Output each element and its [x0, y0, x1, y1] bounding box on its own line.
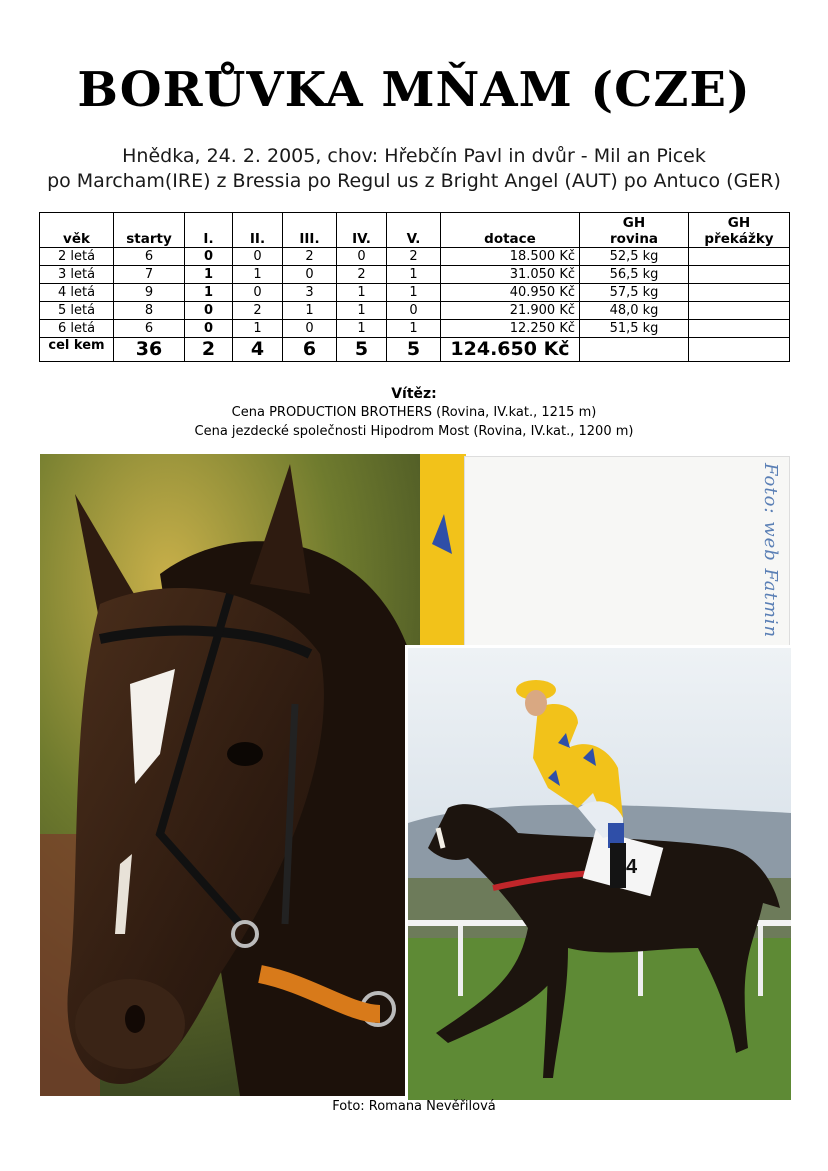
- horse-head-illustration: [40, 454, 466, 1096]
- first-places-cell: 0: [185, 302, 233, 320]
- age-cell: 2 letá: [40, 248, 114, 266]
- first-places-cell: 1: [185, 284, 233, 302]
- gh-hurdle-cell: [689, 248, 790, 266]
- fifth-places-cell: 0: [387, 302, 441, 320]
- total-second: 4: [233, 338, 283, 362]
- second-places-cell: 0: [233, 284, 283, 302]
- prize-cell: 31.050 Kč: [441, 266, 580, 284]
- starts-cell: 6: [114, 248, 185, 266]
- total-fifth: 5: [387, 338, 441, 362]
- fourth-places-cell: 1: [337, 284, 387, 302]
- third-places-cell: 0: [283, 266, 337, 284]
- gh-hurdle-cell: [689, 284, 790, 302]
- third-places-cell: 3: [283, 284, 337, 302]
- total-prize: 124.650 Kč: [441, 338, 580, 362]
- starts-cell: 6: [114, 320, 185, 338]
- column-header: IV.: [337, 213, 387, 248]
- total-gh-flat: [580, 338, 689, 362]
- second-places-cell: 1: [233, 266, 283, 284]
- race-win-1: Cena PRODUCTION BROTHERS (Rovina, IV.kat., 1215 m): [231, 405, 597, 420]
- fifth-places-cell: 1: [387, 320, 441, 338]
- table-row: [40, 302, 790, 320]
- race-win-2: Cena jezdecké společnosti Hipodrom Most (Rovina, IV.kat., 1200 m): [194, 424, 634, 439]
- first-places-cell: 0: [185, 320, 233, 338]
- gh-hurdle-cell: [689, 320, 790, 338]
- fourth-places-cell: 1: [337, 320, 387, 338]
- prize-cell: 21.900 Kč: [441, 302, 580, 320]
- photo-caption: Foto: Romana Nevěřilová: [332, 1099, 496, 1114]
- starts-cell: 9: [114, 284, 185, 302]
- total-third: 6: [283, 338, 337, 362]
- second-places-cell: 2: [233, 302, 283, 320]
- total-starts: 36: [114, 338, 185, 362]
- column-header: dotace: [441, 213, 580, 248]
- first-places-cell: 0: [185, 248, 233, 266]
- photo-note-paper: [464, 456, 790, 654]
- gh-flat-cell: 52,5 kg: [580, 248, 689, 266]
- age-cell: 6 letá: [40, 320, 114, 338]
- total-fourth: 5: [337, 338, 387, 362]
- gh-hurdle-cell: [689, 302, 790, 320]
- fourth-places-cell: 0: [337, 248, 387, 266]
- column-header: II.: [233, 213, 283, 248]
- table-row: [40, 284, 790, 302]
- fifth-places-cell: 1: [387, 266, 441, 284]
- total-label: cel kem: [40, 338, 114, 362]
- horse-and-jockey-illustration: [408, 648, 791, 1100]
- race-record-table: [39, 212, 790, 362]
- gh-hurdle-cell: [689, 266, 790, 284]
- table-row: [40, 266, 790, 284]
- second-places-cell: 1: [233, 320, 283, 338]
- fifth-places-cell: 1: [387, 284, 441, 302]
- fifth-places-cell: 2: [387, 248, 441, 266]
- fourth-places-cell: 2: [337, 266, 387, 284]
- prize-cell: 40.950 Kč: [441, 284, 580, 302]
- third-places-cell: 2: [283, 248, 337, 266]
- prize-cell: 12.250 Kč: [441, 320, 580, 338]
- gh-flat-cell: 51,5 kg: [580, 320, 689, 338]
- starts-cell: 7: [114, 266, 185, 284]
- column-header: starty: [114, 213, 185, 248]
- total-gh-hurdle: [689, 338, 790, 362]
- prize-cell: 18.500 Kč: [441, 248, 580, 266]
- column-header: III.: [283, 213, 337, 248]
- total-first: 2: [185, 338, 233, 362]
- age-cell: 5 letá: [40, 302, 114, 320]
- second-places-cell: 0: [233, 248, 283, 266]
- table-header-row: [40, 213, 790, 248]
- table-row: [40, 320, 790, 338]
- column-header: GH rovina: [580, 213, 689, 248]
- winner-heading: Vítěz:: [391, 386, 437, 402]
- gh-flat-cell: 48,0 kg: [580, 302, 689, 320]
- total-row: [40, 338, 790, 362]
- svg-text:4: 4: [626, 856, 638, 878]
- column-header: věk: [40, 213, 114, 248]
- page-title: BORŮVKA MŇAM (CZE): [77, 62, 751, 118]
- fourth-places-cell: 1: [337, 302, 387, 320]
- table-row: [40, 248, 790, 266]
- horse-head-photo: [40, 454, 466, 1096]
- breeding-line: Hnědka, 24. 2. 2005, chov: Hřebčín Pavl in dvůr - Mil an Picek: [122, 145, 706, 167]
- column-header: I.: [185, 213, 233, 248]
- third-places-cell: 0: [283, 320, 337, 338]
- column-header: V.: [387, 213, 441, 248]
- age-cell: 4 letá: [40, 284, 114, 302]
- column-header: GH překážky: [689, 213, 790, 248]
- race-photo: [405, 645, 791, 1100]
- gh-flat-cell: 56,5 kg: [580, 266, 689, 284]
- first-places-cell: 1: [185, 266, 233, 284]
- handwritten-credit: Foto: web Fatmin: [760, 463, 781, 639]
- gh-flat-cell: 57,5 kg: [580, 284, 689, 302]
- age-cell: 3 letá: [40, 266, 114, 284]
- starts-cell: 8: [114, 302, 185, 320]
- pedigree-line: po Marcham(IRE) z Bressia po Regul us z Bright Angel (AUT) po Antuco (GER): [47, 170, 781, 192]
- third-places-cell: 1: [283, 302, 337, 320]
